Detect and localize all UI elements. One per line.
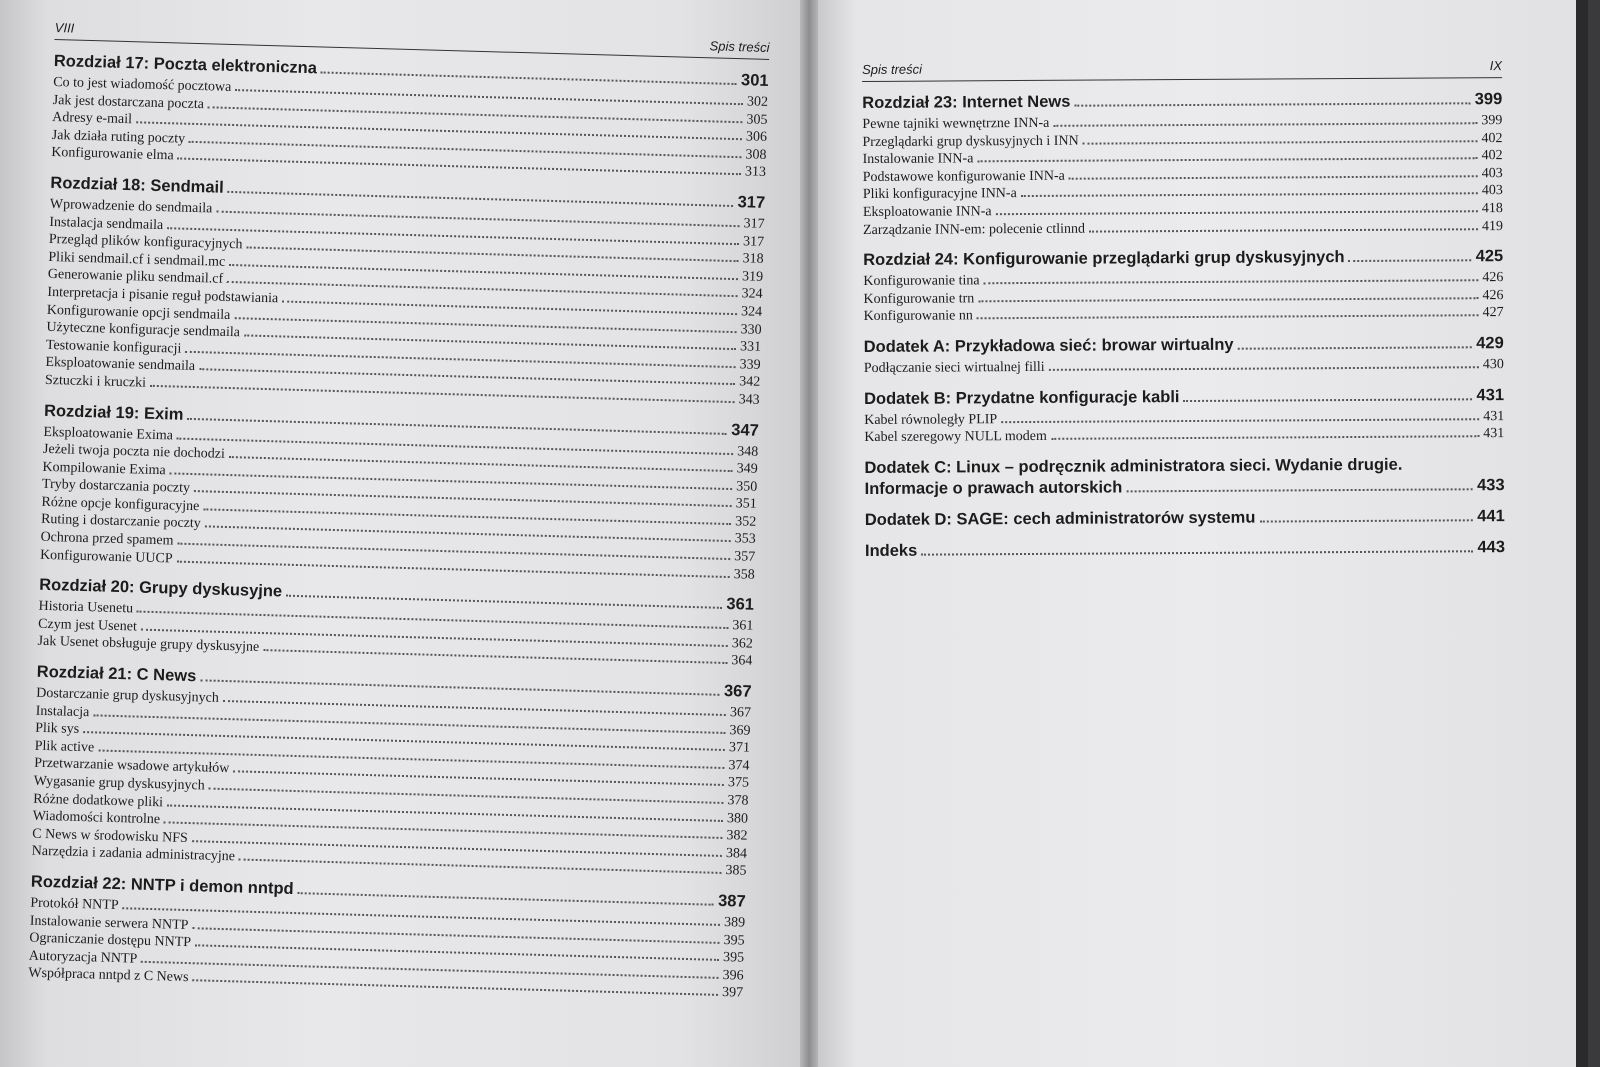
leader-dots — [921, 550, 1473, 555]
chapter-page: 301 — [740, 71, 769, 90]
right-chapter-list — [862, 90, 1504, 447]
toc-item-page: 351 — [735, 496, 757, 513]
toc-item-title: Jak Usenet obsługuje grupy dyskusyjne — [37, 634, 260, 656]
toc-item-page: 324 — [741, 286, 763, 303]
toc-item-title: Autoryzacja NNTP — [28, 948, 138, 967]
dark-background-edge — [1576, 0, 1588, 1067]
toc-item-title: Wprowadzenie do sendmaila — [49, 196, 213, 217]
toc-item-title: Konfigurowanie opcji sendmaila — [46, 302, 231, 323]
leader-dots — [1051, 435, 1479, 440]
toc-item-title: Użyteczne konfiguracje sendmaila — [46, 320, 241, 341]
toc-item-page: 367 — [729, 705, 752, 721]
leader-dots — [178, 158, 741, 176]
leader-dots — [1183, 398, 1472, 402]
leader-dots — [977, 157, 1477, 162]
leader-dots — [1238, 346, 1473, 349]
toc-item — [864, 356, 1504, 378]
chapter-page: 387 — [717, 891, 746, 911]
chapter-title: Rozdział 20: Grupy dyskusyjne — [38, 576, 283, 601]
leader-dots — [1259, 519, 1473, 522]
toc-item-title: Instalacja — [35, 703, 90, 720]
leader-dots — [1021, 193, 1478, 198]
appendix-c-title-line2-row — [865, 476, 1505, 499]
toc-item-title: Przetwarzanie wsadowe artykułów — [34, 756, 230, 777]
toc-item — [863, 218, 1503, 240]
toc-item-title: Historia Usenetu — [38, 599, 134, 617]
chapter-title: Rozdział 21: C News — [36, 662, 197, 686]
toc-item-title: Ograniczanie dostępu NNTP — [29, 930, 192, 951]
toc-item-page: 339 — [739, 356, 761, 373]
chapter-page: 367 — [723, 681, 752, 701]
appendix-c-title-line2: Informacje o prawach autorskich — [864, 478, 1123, 498]
chapter-page: 361 — [726, 595, 755, 614]
toc-item-page: 305 — [746, 111, 768, 128]
chapter-heading — [864, 386, 1504, 409]
leader-dots — [177, 560, 730, 577]
toc-item-title: Pewne tajniki wewnętrzne INN-a — [862, 115, 1050, 132]
toc-item-page: 385 — [725, 863, 747, 880]
toc-item-page: 402 — [1481, 148, 1503, 164]
leader-dots — [1126, 488, 1473, 492]
chapter-page: 431 — [1476, 385, 1505, 404]
toc-item-page: 353 — [734, 531, 756, 548]
toc-item-title: Plik active — [34, 738, 95, 756]
toc-item-page: 426 — [1482, 270, 1504, 286]
toc-item-page: 313 — [744, 164, 767, 181]
index-title: Indeks — [864, 541, 918, 560]
leader-dots — [239, 859, 722, 874]
toc-item-page: 403 — [1481, 165, 1503, 181]
toc-item-page: 431 — [1483, 408, 1505, 424]
toc-item-title: Ochrona przed spamem — [40, 529, 174, 549]
chapter-page: 347 — [731, 420, 760, 440]
toc-item-page: 358 — [733, 566, 755, 583]
chapter-page: 429 — [1476, 334, 1504, 353]
toc-item-title: Kabel równoległy PLIP — [864, 411, 998, 428]
toc-item-title: Różne opcje konfiguracyjne — [41, 494, 200, 515]
toc-item-title: Konfigurowanie nn — [863, 308, 973, 325]
toc-item-page: 431 — [1483, 426, 1505, 442]
chapter-title: Rozdział 23: Internet News — [862, 92, 1071, 112]
chapter-page: 399 — [1474, 90, 1503, 109]
right-page — [818, 0, 1588, 1067]
toc-item-page: 319 — [741, 269, 764, 285]
toc-item-page: 419 — [1481, 218, 1504, 234]
leader-dots — [192, 980, 718, 997]
leader-dots — [1053, 122, 1477, 127]
toc-item-title: Zarządzanie INN-em: polecenie ctlinnd — [862, 221, 1086, 238]
chapter-title: Rozdział 17: Poczta elektroniczna — [53, 51, 318, 78]
toc-item-page: 399 — [1481, 113, 1503, 129]
toc-item-page: 430 — [1482, 357, 1504, 373]
toc-item — [864, 425, 1504, 447]
index-entry — [865, 538, 1505, 561]
toc-item-page: 330 — [740, 321, 762, 338]
chapter-page: 317 — [737, 193, 766, 212]
appendix-c-page: 433 — [1477, 475, 1505, 494]
leader-dots — [1089, 228, 1478, 232]
left-page-number: VIII — [54, 20, 75, 36]
leader-dots — [1069, 175, 1478, 179]
toc-item-title: Eksploatowanie sendmaila — [45, 355, 196, 375]
appendix-d-entry — [865, 507, 1505, 530]
toc-item-page: 395 — [722, 950, 745, 966]
toc-item-title: Kompilowanie Exima — [42, 459, 166, 478]
toc-item-page: 361 — [732, 618, 754, 634]
toc-item-title: Różne dodatkowe pliki — [33, 791, 164, 810]
appendix-d-title: Dodatek D: SAGE: cech administratorów systemu — [864, 508, 1256, 529]
toc-item-page: 369 — [729, 722, 751, 739]
toc-item-title: Jeżeli twoja poczta nie dochodzi — [42, 441, 226, 463]
toc-item-title: Co to jest wiadomość pocztowa — [53, 74, 232, 95]
toc-item-page: 397 — [721, 985, 744, 1001]
book-gutter — [800, 0, 818, 1067]
leader-dots — [1049, 366, 1479, 371]
toc-item-page: 364 — [731, 653, 753, 670]
toc-item-page: 402 — [1481, 130, 1503, 146]
toc-item-page: 348 — [737, 443, 759, 460]
toc-item-title: Wiadomości kontrolne — [32, 808, 161, 828]
toc-item-title: Konfigurowanie elma — [51, 145, 174, 164]
appendix-d-page: 441 — [1477, 506, 1505, 525]
toc-item-page: 426 — [1482, 287, 1504, 303]
toc-item-title: Pliki sendmail.cf i sendmail.mc — [48, 249, 226, 270]
right-running-head: Spis treści — [862, 61, 923, 77]
toc-item-page: 317 — [743, 216, 765, 232]
toc-item-page: 403 — [1481, 183, 1503, 199]
toc-item-title: Tryby dostarczania poczty — [41, 477, 191, 497]
toc-item-title: Interpretacja i pisanie reguł podstawiania — [47, 284, 279, 307]
chapter-heading — [862, 90, 1502, 113]
toc-item-page: 384 — [725, 845, 748, 862]
left-toc — [28, 20, 770, 1003]
right-header — [862, 58, 1502, 77]
toc-item-title: Sztuczki i kruczki — [44, 372, 147, 391]
toc-item-title: Instalowanie INN-a — [862, 151, 974, 168]
toc-item-title: Przeglądarki grup dyskusyjnych i INN — [862, 133, 1079, 150]
toc-item-title: Podstawowe konfigurowanie INN-a — [862, 168, 1065, 185]
toc-item-title: Eksploatowanie INN-a — [862, 204, 992, 220]
toc-item-page: 380 — [726, 810, 749, 827]
toc-item-title: Instalowanie serwera NNTP — [29, 913, 189, 933]
left-chapter-list — [28, 52, 769, 1003]
toc-item-title: Współpraca nntpd z C News — [28, 965, 189, 986]
toc-item-page: 352 — [735, 514, 757, 530]
toc-item-title: Dostarczanie grup dyskusyjnych — [35, 685, 220, 706]
right-toc — [862, 58, 1505, 564]
toc-item-title: Jak działa ruting poczty — [51, 127, 186, 147]
toc-item-title: Jak jest dostarczana poczta — [52, 92, 205, 112]
toc-item-title: Narzędzia i zadania administracyjne — [31, 844, 236, 865]
toc-item-page: 382 — [726, 828, 748, 844]
toc-item-title: Generowanie pliku sendmail.cf — [47, 267, 224, 288]
toc-item-page: 306 — [745, 129, 768, 146]
toc-item-title: Konfigurowanie tina — [863, 273, 980, 290]
leader-dots — [1001, 418, 1479, 423]
toc-item-page: 317 — [742, 233, 765, 250]
toc-item-title: Czym jest Usenet — [37, 616, 138, 635]
right-header-rule — [862, 77, 1502, 82]
toc-item-page: 389 — [723, 915, 746, 931]
leader-dots — [984, 279, 1479, 284]
toc-item-title: Przegląd plików konfiguracyjnych — [48, 232, 243, 253]
toc-item-title: Instalacja sendmaila — [49, 214, 164, 233]
toc-item-title: Protokół NNTP — [30, 895, 119, 914]
toc-item-page: 350 — [736, 478, 758, 495]
toc-item-title: Plik sys — [35, 720, 80, 738]
chapter-heading — [863, 247, 1503, 270]
toc-item-page: 362 — [731, 635, 754, 652]
leader-dots — [996, 210, 1478, 215]
leader-dots — [978, 297, 1478, 302]
toc-item-page: 378 — [727, 793, 749, 809]
toc-item-page: 343 — [738, 392, 760, 408]
toc-item-title: Konfigurowanie trn — [863, 291, 975, 307]
chapter-title: Dodatek B: Przydatne konfiguracje kabli — [864, 387, 1180, 408]
toc-item-title: C News w środowisku NFS — [32, 826, 188, 846]
toc-item-page: 357 — [734, 549, 756, 565]
toc-item-title: Adresy e-mail — [52, 110, 133, 128]
chapter-title: Rozdział 18: Sendmail — [50, 173, 224, 197]
toc-item-page: 375 — [727, 775, 750, 792]
index-page: 443 — [1477, 537, 1506, 556]
toc-item-page: 349 — [736, 461, 758, 477]
toc-item-title: Testowanie konfiguracji — [45, 337, 182, 357]
appendix-c-entry — [864, 455, 1504, 499]
chapter-title: Rozdział 24: Konfigurowanie przeglądarki grup dyskusyjnych — [863, 248, 1345, 270]
toc-item-title: Ruting i dostarczanie poczty — [40, 512, 201, 532]
toc-item-page: 427 — [1482, 305, 1504, 321]
toc-item-page: 374 — [728, 757, 750, 774]
leader-dots — [1083, 140, 1478, 144]
left-running-head: Spis treści — [709, 38, 770, 55]
toc-item-page: 331 — [739, 339, 762, 355]
toc-item-title: Eksploatowanie Exima — [43, 424, 174, 443]
toc-item-page: 371 — [728, 740, 751, 756]
toc-item-title: Wygasanie grup dyskusyjnych — [33, 773, 205, 794]
leader-dots — [1349, 259, 1472, 262]
toc-item-page: 342 — [738, 374, 761, 391]
leader-dots — [263, 649, 727, 664]
toc-item-page: 396 — [722, 967, 744, 984]
toc-item-title: Pliki konfiguracyjne INN-a — [862, 186, 1017, 203]
chapter-title: Rozdział 19: Exim — [43, 401, 184, 424]
toc-item-title: Kabel szeregowy NULL modem — [864, 429, 1047, 446]
chapter-heading — [864, 334, 1504, 357]
toc-item-page: 318 — [742, 251, 764, 268]
right-page-number: IX — [1489, 58, 1503, 74]
chapter-title: Dodatek A: Przykładowa sieć: browar wirtualny — [863, 335, 1234, 356]
appendix-c-title-line1: Dodatek C: Linux – podręcznik administratora sieci. Wydanie drugie. — [864, 455, 1403, 477]
chapter-page: 425 — [1475, 247, 1504, 266]
leader-dots — [1074, 102, 1470, 106]
toc-item-title: Konfigurowanie UUCP — [39, 547, 173, 567]
leader-dots — [977, 315, 1479, 320]
toc-item — [864, 304, 1504, 326]
toc-item-page: 324 — [740, 304, 763, 320]
chapter-title: Rozdział 22: NNTP i demon nntpd — [30, 872, 294, 898]
toc-item-page: 302 — [746, 94, 769, 110]
toc-item-page: 308 — [745, 147, 767, 163]
toc-item-title: Podłączanie sieci wirtualnej filli — [863, 359, 1045, 376]
toc-item-page: 395 — [723, 932, 745, 949]
toc-item-page: 418 — [1481, 201, 1503, 217]
